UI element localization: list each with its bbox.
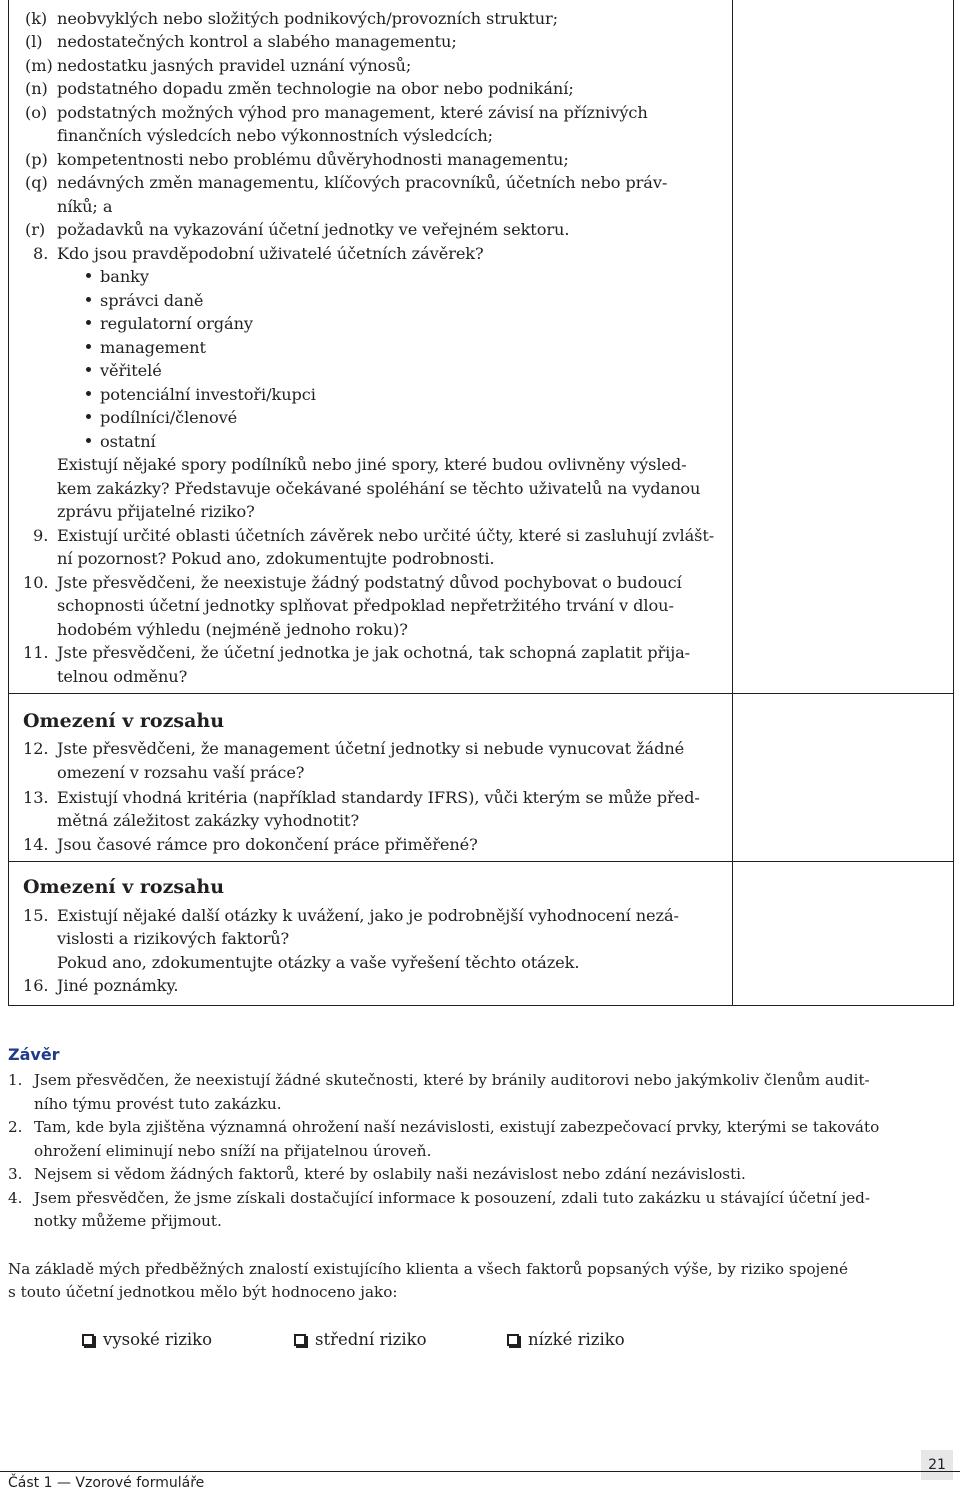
section-heading: Omezení v rozsahu <box>23 876 225 898</box>
list-item: (q) nedávných změn managementu, klíčových pracovníků, účetních nebo práv- <box>25 173 668 192</box>
question-16: 16. Jiné poznámky. <box>23 976 179 995</box>
assessment-paragraph: s touto účetní jednotkou mělo být hodnoceno jako: <box>8 1283 398 1301</box>
conclusion-item: 1. Jsem přesvědčen, že neexistují žádné skutečnosti, které by bránily auditorovi nebo jakýmkoliv členům audit- <box>8 1071 870 1089</box>
question-15-continuation: vislosti a rizikových faktorů? <box>57 929 290 948</box>
question-10-continuation: schopnosti účetní jednotky splňovat předpoklad nepřetržitého trvání v dlou- <box>57 596 674 615</box>
question-13-continuation: mětná záležitost zakázky vyhodnotit? <box>57 811 360 830</box>
paragraph-line: kem zakázky? Představuje očekávané spoléhání se těchto uživatelů na vydanou <box>57 479 701 498</box>
conclusion-item-continuation: ohrožení eliminují nebo sníží na přijatelnou úroveň. <box>34 1142 432 1160</box>
table-row-divider <box>9 693 953 694</box>
conclusion-item-continuation: ního týmu provést tuto zakázku. <box>34 1095 282 1113</box>
page-number: 21 <box>921 1450 953 1480</box>
checkbox-icon[interactable] <box>82 1334 94 1346</box>
assessment-paragraph: Na základě mých předběžných znalostí existujícího klienta a všech faktorů popsaných výše, by riziko spojené <box>8 1260 848 1278</box>
question-10-continuation: hodobém výhledu (nejméně jednoho roku)? <box>57 620 408 639</box>
bullet-item: ostatní <box>86 430 156 453</box>
list-item: (p) kompetentnosti nebo problému důvěryhodnosti managementu; <box>25 150 569 169</box>
checkbox-icon[interactable] <box>294 1334 306 1346</box>
bullet-item: správci daně <box>86 289 203 312</box>
question-11: 11. Jste přesvědčeni, že účetní jednotka je jak ochotná, tak schopná zaplatit přija- <box>23 643 691 662</box>
bullet-icon <box>86 414 91 419</box>
section-heading: Omezení v rozsahu <box>23 710 225 732</box>
list-item: (n) podstatného dopadu změn technologie na obor nebo podnikání; <box>25 79 574 98</box>
option-high-risk[interactable]: vysoké riziko <box>82 1329 212 1351</box>
question-13: 13. Existují vhodná kritéria (například standardy IFRS), vůči kterým se může před- <box>23 788 700 807</box>
bullet-icon <box>86 273 91 278</box>
footer-label: Část 1 — Vzorové formuláře <box>8 1475 205 1491</box>
bullet-icon <box>86 320 91 325</box>
option-medium-risk[interactable]: střední riziko <box>294 1329 427 1351</box>
paragraph-line: Existují nějaké spory podílníků nebo jiné spory, které budou ovlivněny výsled- <box>57 455 687 474</box>
conclusion-item-continuation: notky můžeme přijmout. <box>34 1212 222 1230</box>
list-item: (m) nedostatku jasných pravidel uznání výnosů; <box>25 56 412 75</box>
bullet-item: podílníci/členové <box>86 406 237 429</box>
bullet-icon <box>86 367 91 372</box>
list-item: (r) požadavků na vykazování účetní jednotky ve veřejném sektoru. <box>25 220 570 239</box>
conclusion-item: 4. Jsem přesvědčen, že jsme získali dostačující informace k posouzení, zdali tuto zakázku u stávající účetní jed- <box>8 1189 871 1207</box>
bullet-icon <box>86 344 91 349</box>
list-item: (l) nedostatečných kontrol a slabého managementu; <box>25 32 457 51</box>
list-item-continuation: finančních výsledcích nebo výkonnostních výsledcích; <box>57 126 494 145</box>
bullet-icon <box>86 297 91 302</box>
list-item: (k) neobvyklých nebo složitých podnikových/provozních struktur; <box>25 9 559 28</box>
question-14: 14. Jsou časové rámce pro dokončení práce přiměřené? <box>23 835 478 854</box>
question-15-continuation: Pokud ano, zdokumentujte otázky a vaše vyřešení těchto otázek. <box>57 953 580 972</box>
question-9: 9. Existují určité oblasti účetních závěrek nebo určité účty, které si zasluhují zvlášt- <box>33 526 715 545</box>
question-10: 10. Jste přesvědčeni, že neexistuje žádný podstatný důvod pochybovat o budoucí <box>23 573 682 592</box>
bullet-item: banky <box>86 265 149 288</box>
bullet-item: regulatorní orgány <box>86 312 253 335</box>
bullet-icon <box>86 391 91 396</box>
option-low-risk[interactable]: nízké riziko <box>507 1329 625 1351</box>
table-column-divider <box>732 0 733 1005</box>
question-11-continuation: telnou odměnu? <box>57 667 188 686</box>
conclusion-title: Závěr <box>8 1045 60 1064</box>
conclusion-item: 2. Tam, kde byla zjištěna významná ohrožení naší nezávislosti, existují zabezpečovací prvky, kterými se takováto <box>8 1118 880 1136</box>
question-12: 12. Jste přesvědčeni, že management účetní jednotky si nebude vynucovat žádné <box>23 739 685 758</box>
question-8: 8. Kdo jsou pravděpodobní uživatelé účetních závěrek? <box>33 244 484 263</box>
list-item: (o) podstatných možných výhod pro management, které závisí na příznivých <box>25 103 648 122</box>
table-row-divider <box>9 861 953 862</box>
paragraph-line: zprávu přijatelné riziko? <box>57 502 255 521</box>
question-9-continuation: ní pozornost? Pokud ano, zdokumentujte podrobnosti. <box>57 549 495 568</box>
list-item-continuation: níků; a <box>57 197 113 216</box>
question-15: 15. Existují nějaké další otázky k uvážení, jako je podrobnější vyhodnocení nezá- <box>23 906 679 925</box>
footer-rule <box>0 1471 960 1472</box>
conclusion-item: 3. Nejsem si vědom žádných faktorů, které by oslabily naši nezávislost nebo zdání nezávislosti. <box>8 1165 746 1183</box>
bullet-item: management <box>86 336 206 359</box>
checkbox-icon[interactable] <box>507 1334 519 1346</box>
question-12-continuation: omezení v rozsahu vaší práce? <box>57 763 305 782</box>
bullet-icon <box>86 438 91 443</box>
bullet-item: věřitelé <box>86 359 162 382</box>
bullet-item: potenciální investoři/kupci <box>86 383 316 406</box>
